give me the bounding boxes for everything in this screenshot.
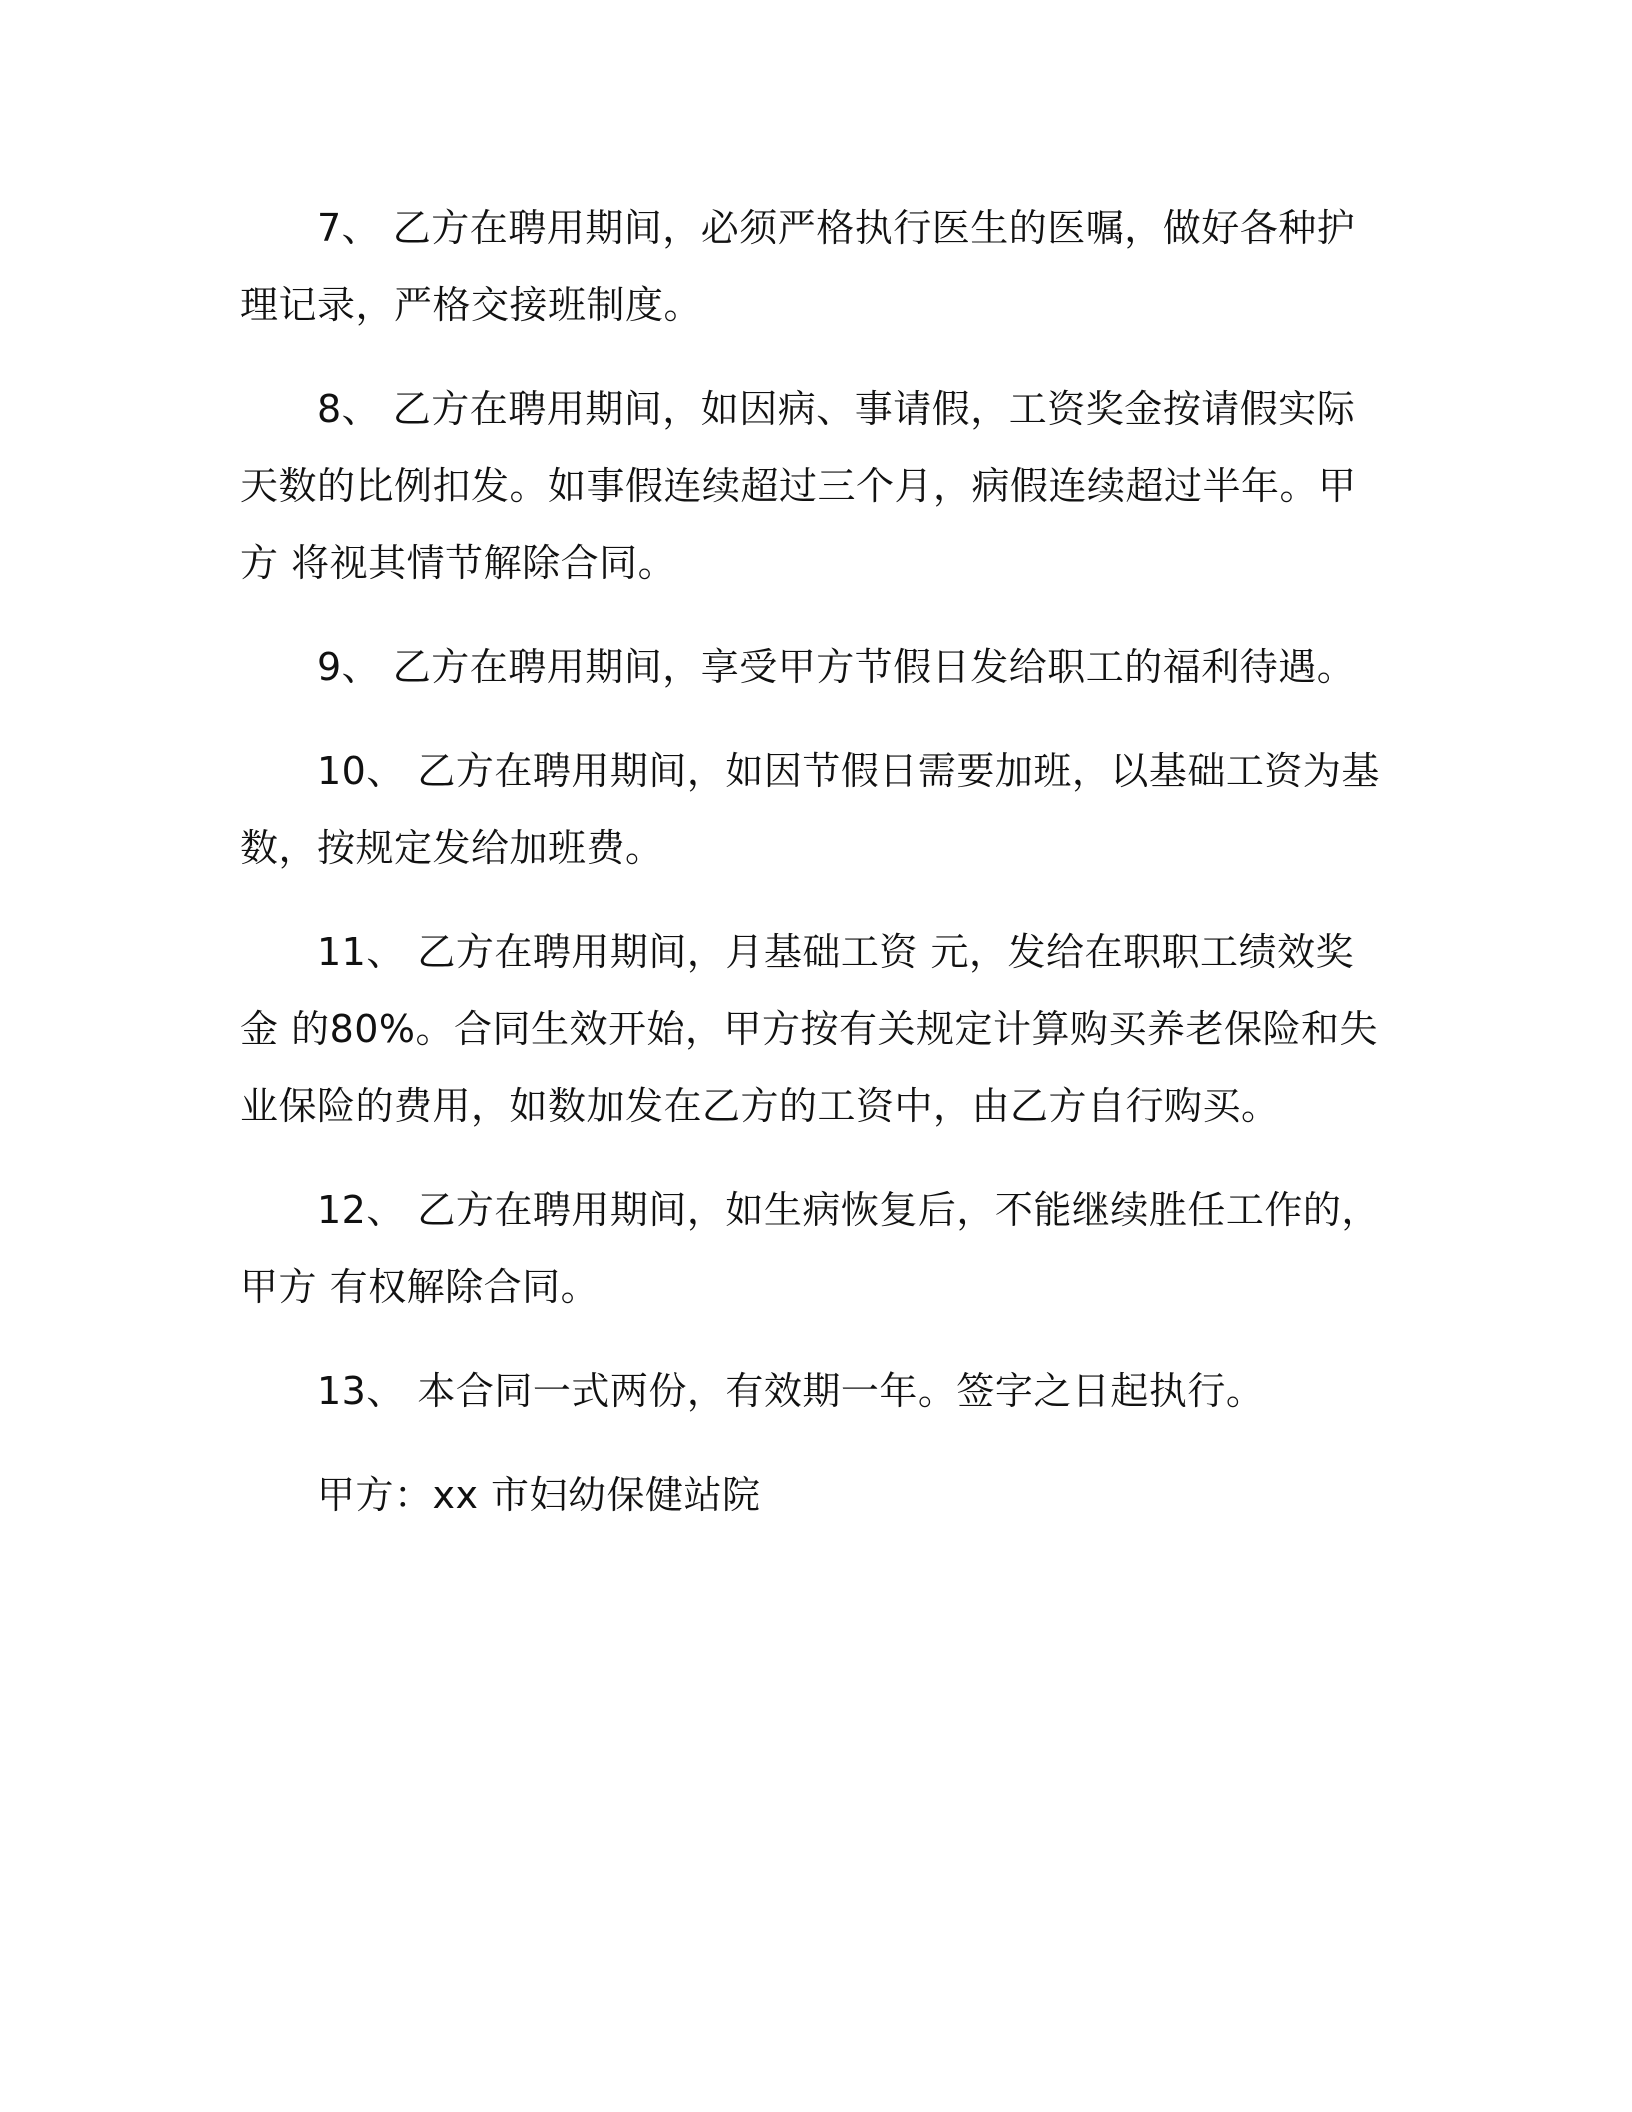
clause-11: 11、 乙方在聘用期间，月基础工资 元，发给在职职工绩效奖金 的80%。合同生效开始，甲方按有关规定计算购买养老保险和失 业保险的费用，如数加发在乙方的工资中，由乙方自行购买。 [240, 930, 1379, 1128]
contract-body [240, 190, 1390, 1534]
clause-8: 8、 乙方在聘用期间，如因病、事请假，工资奖金按请假实际天数的比例扣发。如事假连续超过三个月，病假连续超过半年。甲方 将视其情节解除合同。 [240, 387, 1357, 585]
party-a-signature: 甲方：xx 市妇幼保健站院 [317, 1473, 761, 1517]
clause-12: 12、 乙方在聘用期间，如生病恢复后，不能继续胜任工作的，甲方 有权解除合同。 [240, 1188, 1380, 1309]
clause-13: 13、 本合同一式两份，有效期一年。签字之日起执行。 [317, 1369, 1265, 1413]
clause-7: 7、 乙方在聘用期间，必须严格执行医生的医嘱，做好各种护理记录，严格交接班制度。 [240, 206, 1356, 327]
clause-9: 9、 乙方在聘用期间，享受甲方节假日发给职工的福利待遇。 [317, 645, 1356, 689]
clause-10: 10、 乙方在聘用期间，如因节假日需要加班，以基础工资为基数，按规定发给加班费。 [240, 749, 1380, 870]
